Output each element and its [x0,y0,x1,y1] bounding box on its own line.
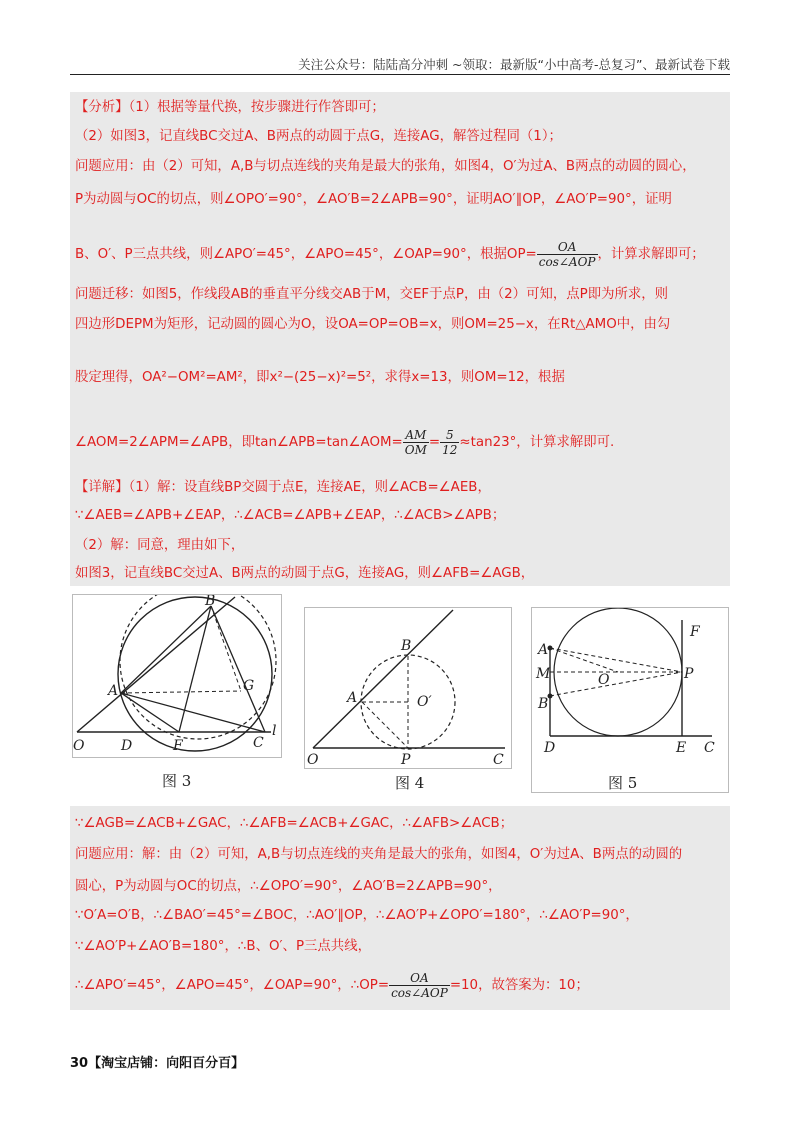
fig5-label-e: E [676,740,687,756]
fig3-label-l: l [272,723,277,739]
fraction-op-answer: $\frac{OA}{\text{cos∠AOP}}$ [391,970,448,1000]
fraction-op: $\frac{OA}{\text{cos∠AOP}}$ [538,239,596,269]
fig4-label-o-prime: O′ [417,694,432,710]
detail-line-2: ∵∠AEB=∠APB+∠EAP，∴∠ACB=∠APB+∠EAP，∴∠ACB>∠APB； [75,508,506,523]
fig5-label-c: C [704,740,715,756]
solution-line-3: 圆心，P为动圆与OC的切点，∴∠OPO′=90°，∠AO′B=2∠APB=90°， [75,879,502,894]
fig3-label-f: F [173,738,183,754]
solution-line-2: 问题应用：解：由（2）可知，A,B与切点连线的夹角是最大的张角，如图4，O′为过A、B两点的动圆的 [75,847,683,862]
solution-line-6: ∴∠APO′=45°，∠APO=45°，∠OAP=90°，∴OP= $\frac{OA}{\text{cos∠AOP}}$ =10，故答案为：10； [75,970,589,1000]
analysis-line-8: 股定理得，OA²−OM²=AM²，即x²−(25−x)²=5²，求得x=13，则OM=12，根据 [75,370,565,385]
analysis-line-4: P为动圆与OC的切点，则∠OPO′=90°，∠AO′B=2∠APB=90°，证明AO′∥OP，∠AO′P=90°，证明 [75,192,672,207]
analysis-line-3: 问题应用：由（2）可知，A,B与切点连线的夹角是最大的张角，如图4，O′为过A、B两点的动圆的圆心， [75,159,696,174]
fig5-label-f: F [690,624,700,640]
detail-line-1: 【详解】（1）解：设直线BP交圆于点E，连接AE，则∠ACB=∠AEB， [75,480,491,495]
fig3-label-o: O [73,738,85,754]
figure-5-caption: 图 5 [608,774,638,792]
fig4-label-a: A [347,690,358,706]
analysis-tag: 【分析】 [75,100,129,115]
fig4-label-c: C [493,752,504,768]
figure-3-diagram [73,595,281,757]
figure-4-diagram [305,608,511,768]
fig5-label-b: B [538,696,549,712]
figure-4 [304,607,512,769]
analysis-line-1: 【分析】（1）根据等量代换，按步骤进行作答即可； [75,100,385,115]
fig4-label-p: P [401,752,411,768]
fig5-label-d: D [544,740,556,756]
figure-5-diagram [532,608,728,792]
analysis-line-7: 四边形DEPM为矩形，记动圆的圆心为O，设OA=OP=OB=x，则OM=25−x，在Rt△AMO中，由勾 [75,317,671,332]
fig5-label-m: M [536,666,551,682]
page-header: 关注公众号：陆陆高分冲刺 ~领取：最新版“小中高考-总复习”、最新试卷下载 [70,56,730,75]
analysis-line-6: 问题迁移：如图5，作线段AB的垂直平分线交AB于M，交EF于点P，由（2）可知，点P即为所求，则 [75,287,669,302]
fig4-label-b: B [401,638,412,654]
fig5-label-o: O [598,672,610,688]
analysis-line-5: B、O′、P三点共线，则∠APO′=45°，∠APO=45°，∠OAP=90°，根据OP= $\frac{OA}{\text{cos∠AOP}}$ ，计算求解即可； [75,239,705,269]
fig3-label-c: C [253,735,264,751]
detail-tag: 【详解】 [75,480,129,495]
figure-5 [531,607,729,793]
analysis-line-9: ∠AOM=2∠APM=∠APB，即tan∠APB=tan∠AOM= $\frac{AM}{OM}$ = $\frac{5}{12}$ ≈tan23°，计算求解即可. [75,427,615,457]
detail-line-3: （2）解：同意，理由如下， [75,538,245,553]
fig3-label-g: G [243,678,255,694]
solution-line-5: ∵∠AO′P+∠AO′B=180°，∴B、O′、P三点共线， [75,939,371,954]
fraction-5-12: $\frac{5}{12}$ [442,427,458,457]
fig4-label-o: O [307,752,319,768]
figure-3-caption: 图 3 [162,772,192,790]
page-footer: 30【淘宝店铺：向阳百分百】 [70,1056,245,1071]
solution-line-1: ∵∠AGB=∠ACB+∠GAC，∴∠AFB=∠ACB+∠GAC，∴∠AFB>∠ACB； [75,816,514,831]
fig3-label-a: A [108,683,119,699]
fig5-label-p: P [684,666,694,682]
fig5-label-a: A [538,642,549,658]
detail-line-4: 如图3，记直线BC交过A、B两点的动圆于点G，连接AG，则∠AFB=∠AGB， [75,566,535,581]
figure-4-caption: 图 4 [395,774,425,792]
fig3-label-b: B [205,595,216,609]
analysis-line-2: （2）如图3，记直线BC交过A、B两点的动圆于点G，连接AG，解答过程同（1）； [75,129,562,144]
fraction-am-om: $\frac{AM}{OM}$ [404,427,427,457]
solution-line-4: ∵O′A=O′B，∴∠BAO′=45°=∠BOC，∴AO′∥OP，∴∠AO′P+∠OPO′=180°，∴∠AO′P=90°， [75,908,639,923]
fig3-label-d: D [121,738,133,754]
figure-3 [72,594,282,758]
